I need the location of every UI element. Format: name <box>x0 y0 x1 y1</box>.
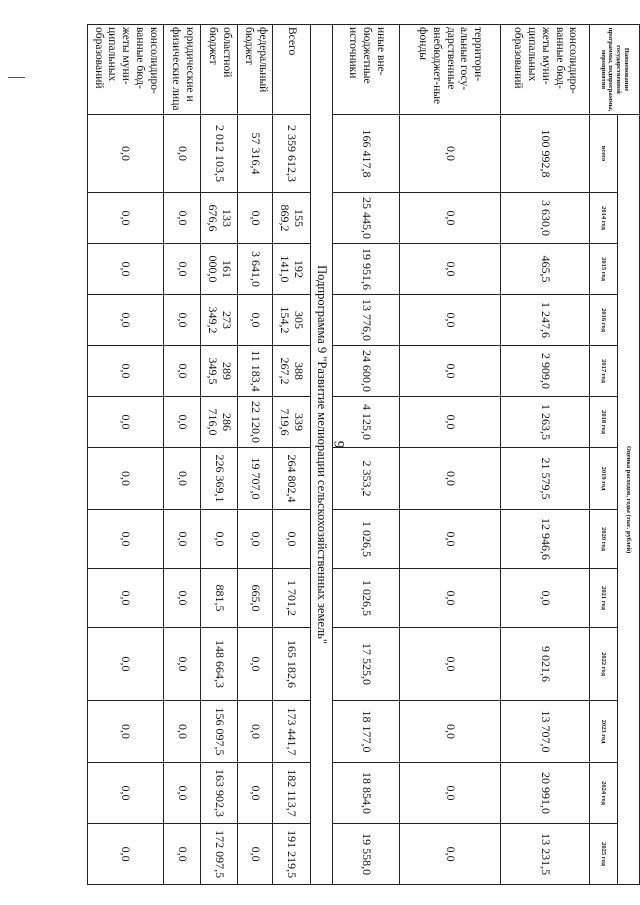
cell-value: 0,0 <box>163 244 200 295</box>
table-row <box>238 25 273 885</box>
cell-value: 0,0 <box>399 346 500 397</box>
cell-value: 0,0 <box>399 701 500 763</box>
cell-value: 465,5 <box>501 244 590 295</box>
cell-value: 0,0 <box>88 569 164 628</box>
cell-value: 19 707,0 <box>238 448 273 510</box>
cell-value: 17 525,0 <box>333 628 399 701</box>
cell-value: 0,0 <box>399 295 500 346</box>
row-label: консолидиро-ванные бюд-жеты муни-ципальных образований <box>501 25 590 115</box>
cell-value: 0,0 <box>399 569 500 628</box>
row-label: юридические и физические лица <box>163 25 200 115</box>
cell-value: 0,0 <box>399 448 500 510</box>
cell-value: 0,0 <box>163 448 200 510</box>
header-year: 2024 год <box>590 763 618 824</box>
cell-value: 0,0 <box>501 569 590 628</box>
cell-total: 2 012 103,5 <box>200 115 237 193</box>
cell-value: 226 369,1 <box>200 448 237 510</box>
expense-table <box>87 24 640 885</box>
cell-value: 0,0 <box>238 824 273 885</box>
header-year: 2016 год <box>590 295 618 346</box>
cell-value: 665,0 <box>238 569 273 628</box>
cell-value: 0,0 <box>200 510 237 569</box>
cell-value: 20 991,0 <box>501 763 590 824</box>
cell-value: 0,0 <box>163 295 200 346</box>
cell-value: 25 445,0 <box>333 193 399 244</box>
cell-value: 133 676,6 <box>200 193 237 244</box>
cell-value: 163 902,3 <box>200 763 237 824</box>
cell-value: 0,0 <box>88 510 164 569</box>
row-label: областной бюджет <box>200 25 237 115</box>
header-year: 2021 год <box>590 569 618 628</box>
cell-value: 289 349,5 <box>200 346 237 397</box>
cell-value: 19 951,6 <box>333 244 399 295</box>
cell-value: 0,0 <box>399 763 500 824</box>
cell-value: 0,0 <box>88 193 164 244</box>
cell-value: 161 000,0 <box>200 244 237 295</box>
cell-value: 0,0 <box>88 824 164 885</box>
cell-value: 2 353,2 <box>333 448 399 510</box>
cell-value: 0,0 <box>238 701 273 763</box>
cell-value: 18 177,0 <box>333 701 399 763</box>
table-row <box>501 25 590 885</box>
row-label: консолидиро-ванные бюд-жеты муни-ципальных образований <box>88 25 164 115</box>
cell-total: 57 316,4 <box>238 115 273 193</box>
header-year: 2014 год <box>590 193 618 244</box>
row-label: иные вне-бюджетные источники <box>333 25 399 115</box>
cell-value: 156 097,5 <box>200 701 237 763</box>
cell-value: 273 349,2 <box>200 295 237 346</box>
table-row <box>200 25 237 885</box>
header-year: 2023 год <box>590 701 618 763</box>
cell-value: 191 219,5 <box>273 824 310 885</box>
cell-value: 0,0 <box>238 193 273 244</box>
cell-value: 0,0 <box>238 763 273 824</box>
cell-value: 0,0 <box>399 510 500 569</box>
header-total: всего <box>590 115 618 193</box>
cell-value: 182 113,7 <box>273 763 310 824</box>
page-number: 9 <box>330 440 347 449</box>
cell-value: 155 869,2 <box>273 193 310 244</box>
cell-value: 0,0 <box>399 193 500 244</box>
row-label: Всего <box>273 25 310 115</box>
cell-value: 1 026,5 <box>333 510 399 569</box>
cell-value: 0,0 <box>88 763 164 824</box>
cell-value: 2 909,0 <box>501 346 590 397</box>
cell-value: 19 558,0 <box>333 824 399 885</box>
cell-value: 0,0 <box>163 763 200 824</box>
cell-value: 173 441,7 <box>273 701 310 763</box>
header-year: 2019 год <box>590 448 618 510</box>
cell-value: 148 664,3 <box>200 628 237 701</box>
cell-value: 12 946,6 <box>501 510 590 569</box>
cell-value: 13 776,0 <box>333 295 399 346</box>
cell-value: 286 716,0 <box>200 397 237 448</box>
cell-value: 0,0 <box>163 628 200 701</box>
cell-value: 0,0 <box>399 824 500 885</box>
cell-value: 0,0 <box>88 701 164 763</box>
cell-value: 0,0 <box>88 397 164 448</box>
row-label: федеральный бюджет <box>238 25 273 115</box>
cell-value: 22 120,0 <box>238 397 273 448</box>
cell-value: 0,0 <box>163 346 200 397</box>
expense-table-container <box>87 24 640 884</box>
header-estimate: Оценка расходов, годы (тыс. рублей) <box>618 115 640 885</box>
cell-value: 0,0 <box>163 569 200 628</box>
cell-value: 0,0 <box>163 397 200 448</box>
header-name-col: Наименование государственной программы, подпрограммы, мероприятия <box>590 25 640 115</box>
cell-value: 1 701,2 <box>273 569 310 628</box>
cell-value: 881,5 <box>200 569 237 628</box>
cell-value: 172 097,5 <box>200 824 237 885</box>
cell-value: 1 026,5 <box>333 569 399 628</box>
cell-total: 0,0 <box>163 115 200 193</box>
table-row <box>399 25 500 885</box>
subprogram-title: Подпрограмма 9 "Развитие мелиорации сельскохозяйственных земель" <box>310 25 333 885</box>
cell-value: 339 719,6 <box>273 397 310 448</box>
cell-value: 0,0 <box>238 295 273 346</box>
header-year: 2017 год <box>590 346 618 397</box>
cell-value: 0,0 <box>238 510 273 569</box>
cell-value: 24 600,0 <box>333 346 399 397</box>
cell-value: 3 641,0 <box>238 244 273 295</box>
table-row <box>273 25 310 885</box>
cell-value: 0,0 <box>399 628 500 701</box>
cell-total: 100 992,8 <box>501 115 590 193</box>
cell-value: 0,0 <box>273 510 310 569</box>
header-year: 2020 год <box>590 510 618 569</box>
cell-total: 2 359 612,3 <box>273 115 310 193</box>
cell-value: 13 707,0 <box>501 701 590 763</box>
cell-value: 18 854,0 <box>333 763 399 824</box>
header-year: 2018 год <box>590 397 618 448</box>
cell-value: 264 802,4 <box>273 448 310 510</box>
cell-value: 305 154,2 <box>273 295 310 346</box>
cell-value: 0,0 <box>163 193 200 244</box>
cell-value: 0,0 <box>88 295 164 346</box>
cell-value: 0,0 <box>163 824 200 885</box>
cell-value: 388 267,2 <box>273 346 310 397</box>
cell-value: 0,0 <box>88 448 164 510</box>
cell-value: 1 263,5 <box>501 397 590 448</box>
cell-total: 0,0 <box>88 115 164 193</box>
cell-value: 0,0 <box>238 628 273 701</box>
cell-value: 3 630,0 <box>501 193 590 244</box>
header-year: 2025 год <box>590 824 618 885</box>
cell-value: 21 579,5 <box>501 448 590 510</box>
cell-value: 9 021,6 <box>501 628 590 701</box>
margin-mark <box>8 77 25 78</box>
cell-value: 0,0 <box>163 510 200 569</box>
table-row <box>163 25 200 885</box>
header-year: 2015 год <box>590 244 618 295</box>
cell-value: 0,0 <box>88 244 164 295</box>
cell-value: 11 183,4 <box>238 346 273 397</box>
cell-value: 0,0 <box>399 244 500 295</box>
cell-value: 0,0 <box>88 346 164 397</box>
cell-value: 0,0 <box>399 397 500 448</box>
table-row <box>88 25 164 885</box>
cell-total: 0,0 <box>399 115 500 193</box>
row-label: территори-альные госу-дарственные внебюджет-ные фонды <box>399 25 500 115</box>
cell-value: 1 247,6 <box>501 295 590 346</box>
cell-value: 165 182,6 <box>273 628 310 701</box>
cell-total: 166 417,8 <box>333 115 399 193</box>
cell-value: 4 125,0 <box>333 397 399 448</box>
table-row <box>333 25 399 885</box>
cell-value: 0,0 <box>88 628 164 701</box>
cell-value: 13 231,5 <box>501 824 590 885</box>
cell-value: 0,0 <box>163 701 200 763</box>
header-year: 2022 год <box>590 628 618 701</box>
cell-value: 192 141,0 <box>273 244 310 295</box>
